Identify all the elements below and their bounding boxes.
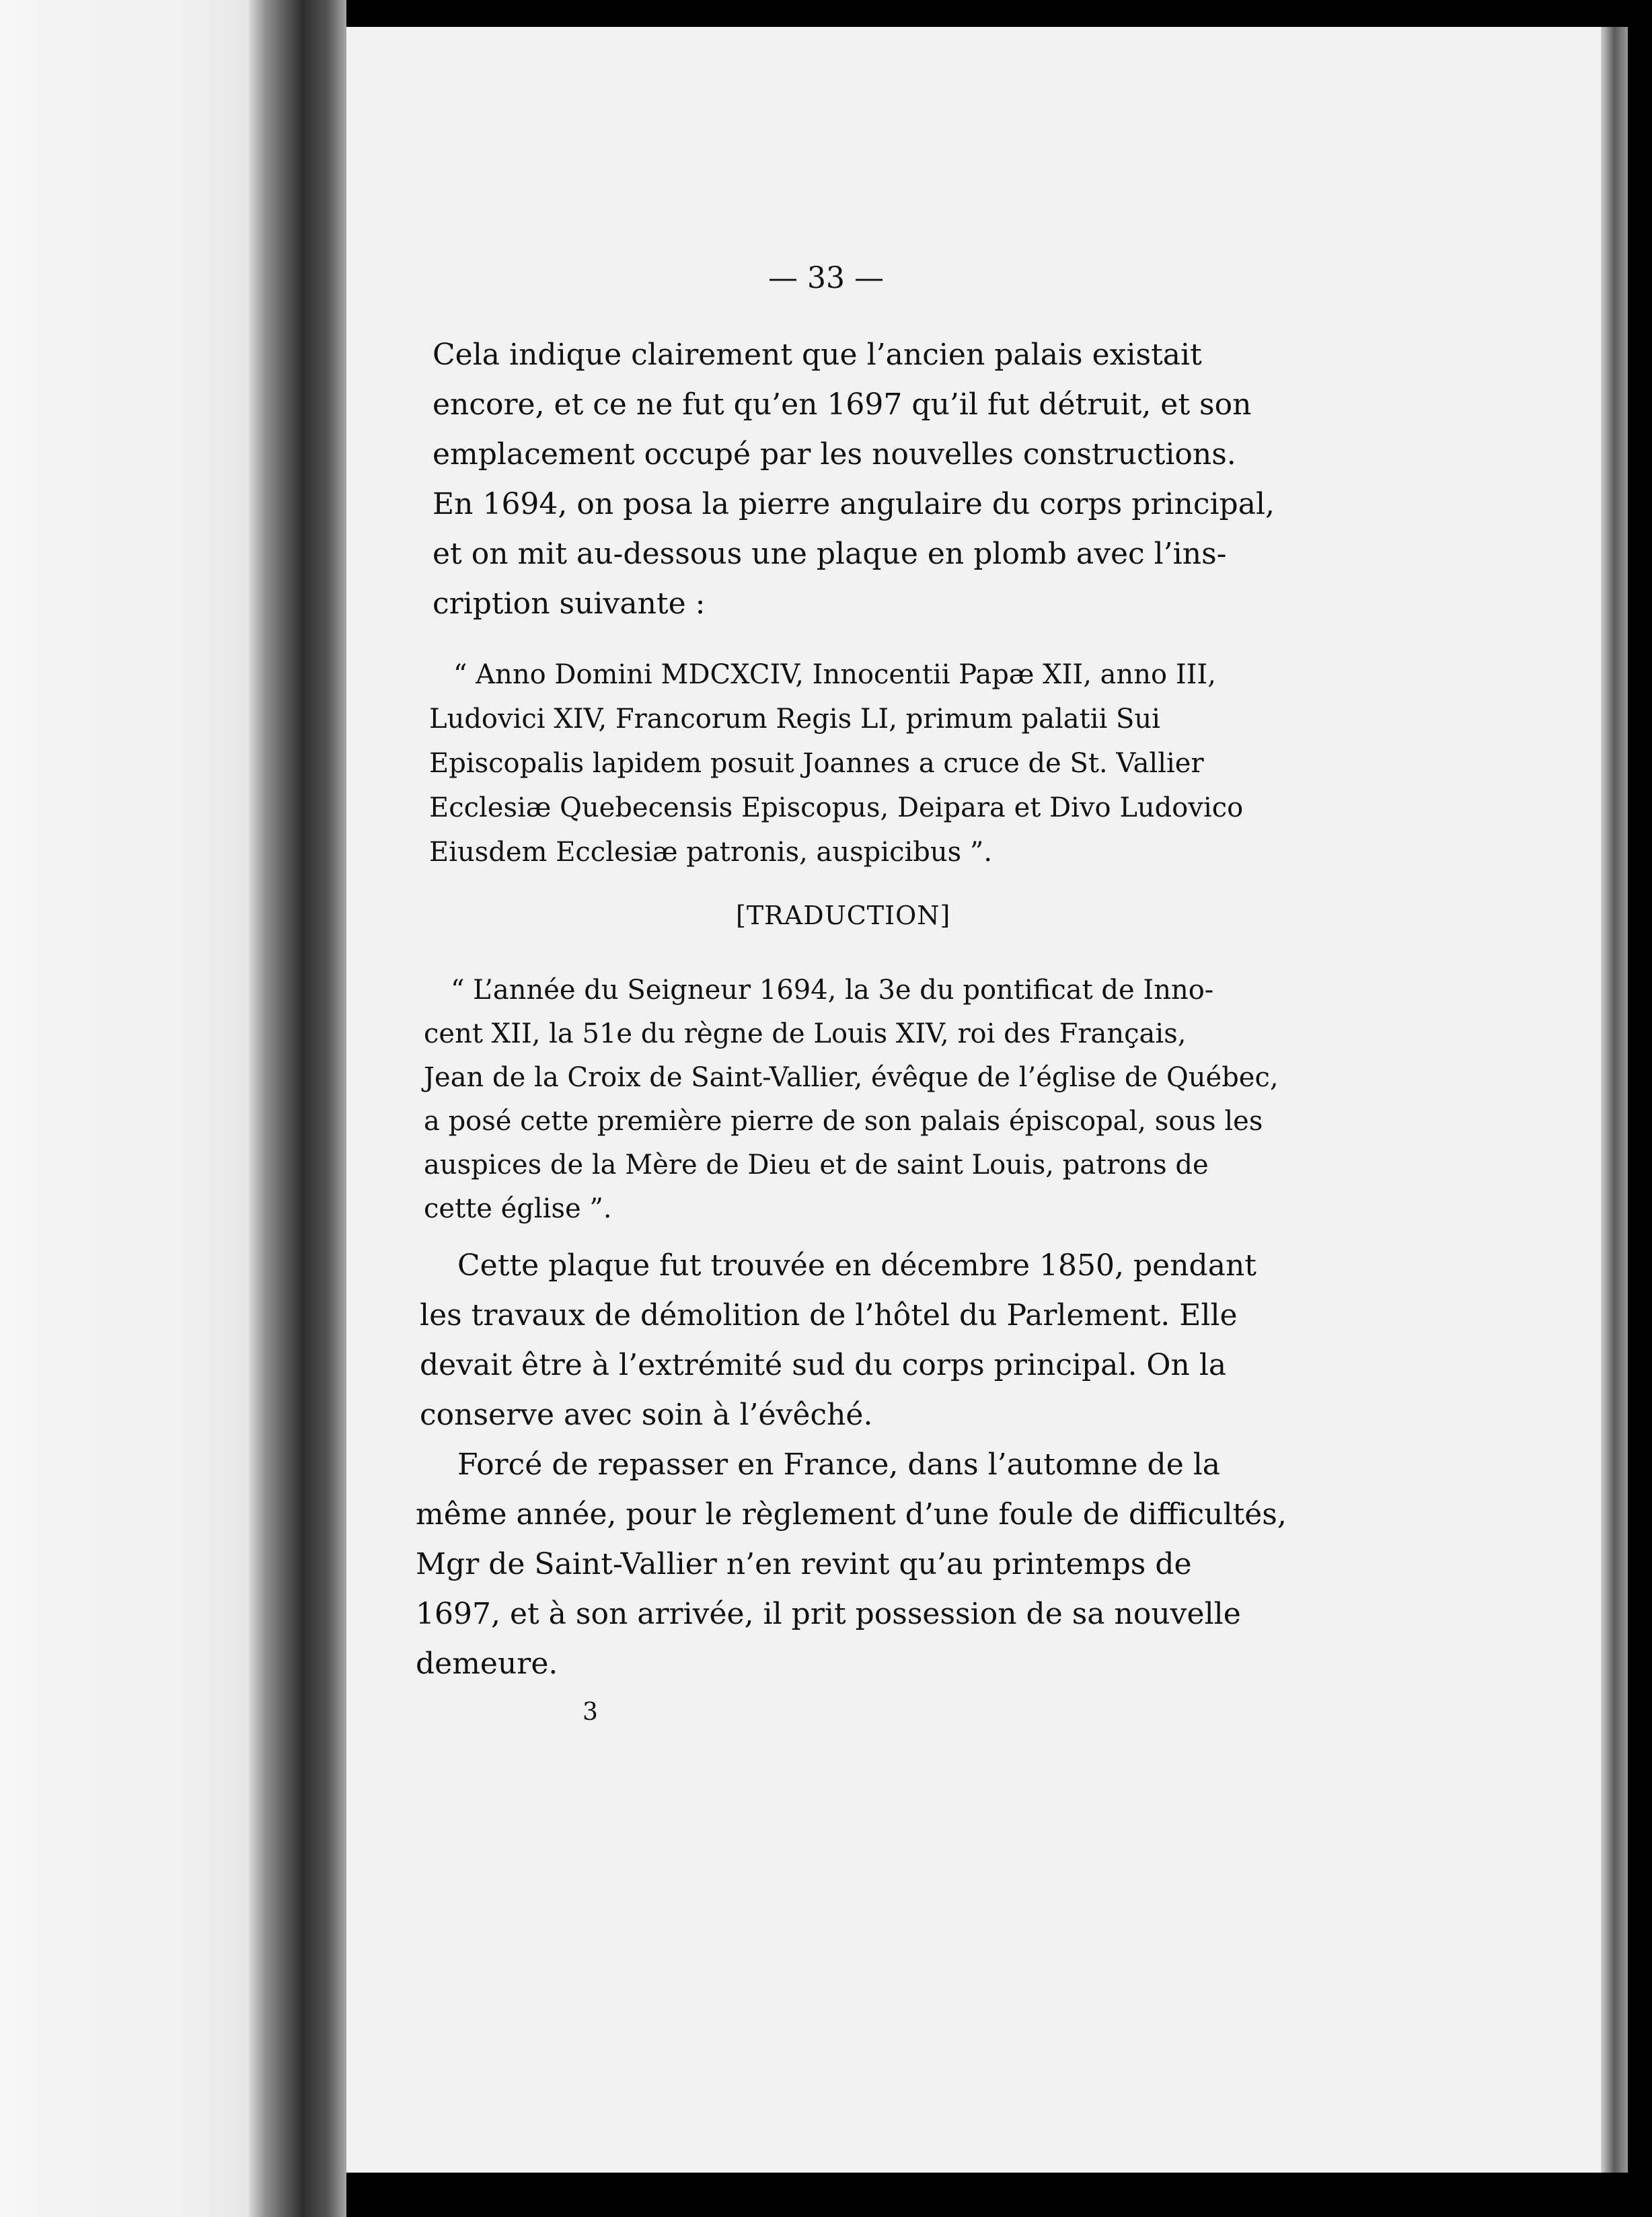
paragraph-1-line: Cela indique clairement que l’ancien palais existait [433, 338, 1202, 372]
translation-line: cent XII, la 51e du règne de Louis XIV, roi des Français, [424, 1018, 1187, 1049]
translation-line: cette église ”. [424, 1193, 612, 1224]
latin-inscription-line: Episcopalis lapidem posuit Joannes a cruce de St. Vallier [429, 748, 1204, 779]
paragraph-3-line: Mgr de Saint-Vallier n’en revint qu’au printemps de [416, 1547, 1192, 1581]
page-stack-edge [1601, 27, 1628, 2173]
facing-page-edge [0, 0, 249, 2217]
paragraph-1-line: et on mit au-dessous une plaque en plomb avec l’ins- [433, 537, 1227, 571]
paragraph-2-line: conserve avec soin à l’évêché. [420, 1398, 873, 1432]
paragraph-2-line: devait être à l’extrémité sud du corps principal. On la [420, 1348, 1227, 1382]
latin-inscription-line: Eiusdem Ecclesiæ patronis, auspicibus ”. [429, 837, 993, 868]
translation-line: auspices de la Mère de Dieu et de saint Louis, patrons de [424, 1150, 1209, 1180]
paragraph-1-line: cription suivante : [433, 587, 706, 621]
translation-line: Jean de la Croix de Saint-Vallier, évêque de l’église de Québec, [424, 1062, 1279, 1093]
paragraph-1-line: En 1694, on posa la pierre angulaire du corps principal, [433, 487, 1275, 521]
page-number: — 33 — [768, 261, 884, 295]
paragraph-2-line: les travaux de démolition de l’hôtel du Parlement. Elle [420, 1298, 1238, 1332]
translation-line: “ L’année du Seigneur 1694, la 3e du pontificat de Inno- [451, 975, 1214, 1006]
signature-mark: 3 [583, 1698, 598, 1726]
paragraph-3-line: demeure. [416, 1647, 558, 1681]
latin-inscription-line: Ecclesiæ Quebecensis Episcopus, Deipara et Divo Ludovico [429, 792, 1244, 823]
latin-inscription-line: “ Anno Domini MDCXCIV, Innocentii Papæ XII, anno III, [453, 659, 1216, 690]
paragraph-1-line: emplacement occupé par les nouvelles constructions. [433, 437, 1236, 472]
paragraph-1-line: encore, et ce ne fut qu’en 1697 qu’il fut détruit, et son [433, 387, 1252, 422]
paragraph-3-line: même année, pour le règlement d’une foule de difficultés, [416, 1497, 1287, 1532]
paragraph-3-line: Forcé de repasser en France, dans l’automne de la [457, 1448, 1221, 1482]
paragraph-3-line: 1697, et à son arrivée, il prit possession de sa nouvelle [416, 1597, 1241, 1631]
translation-line: a posé cette première pierre de son palais épiscopal, sous les [424, 1106, 1263, 1137]
book-gutter-shadow [249, 0, 346, 2217]
translation-heading: [TRADUCTION] [736, 901, 951, 930]
latin-inscription-line: Ludovici XIV, Francorum Regis LI, primum palatii Sui [429, 704, 1160, 735]
paragraph-2-line: Cette plaque fut trouvée en décembre 1850, pendant [457, 1248, 1256, 1283]
